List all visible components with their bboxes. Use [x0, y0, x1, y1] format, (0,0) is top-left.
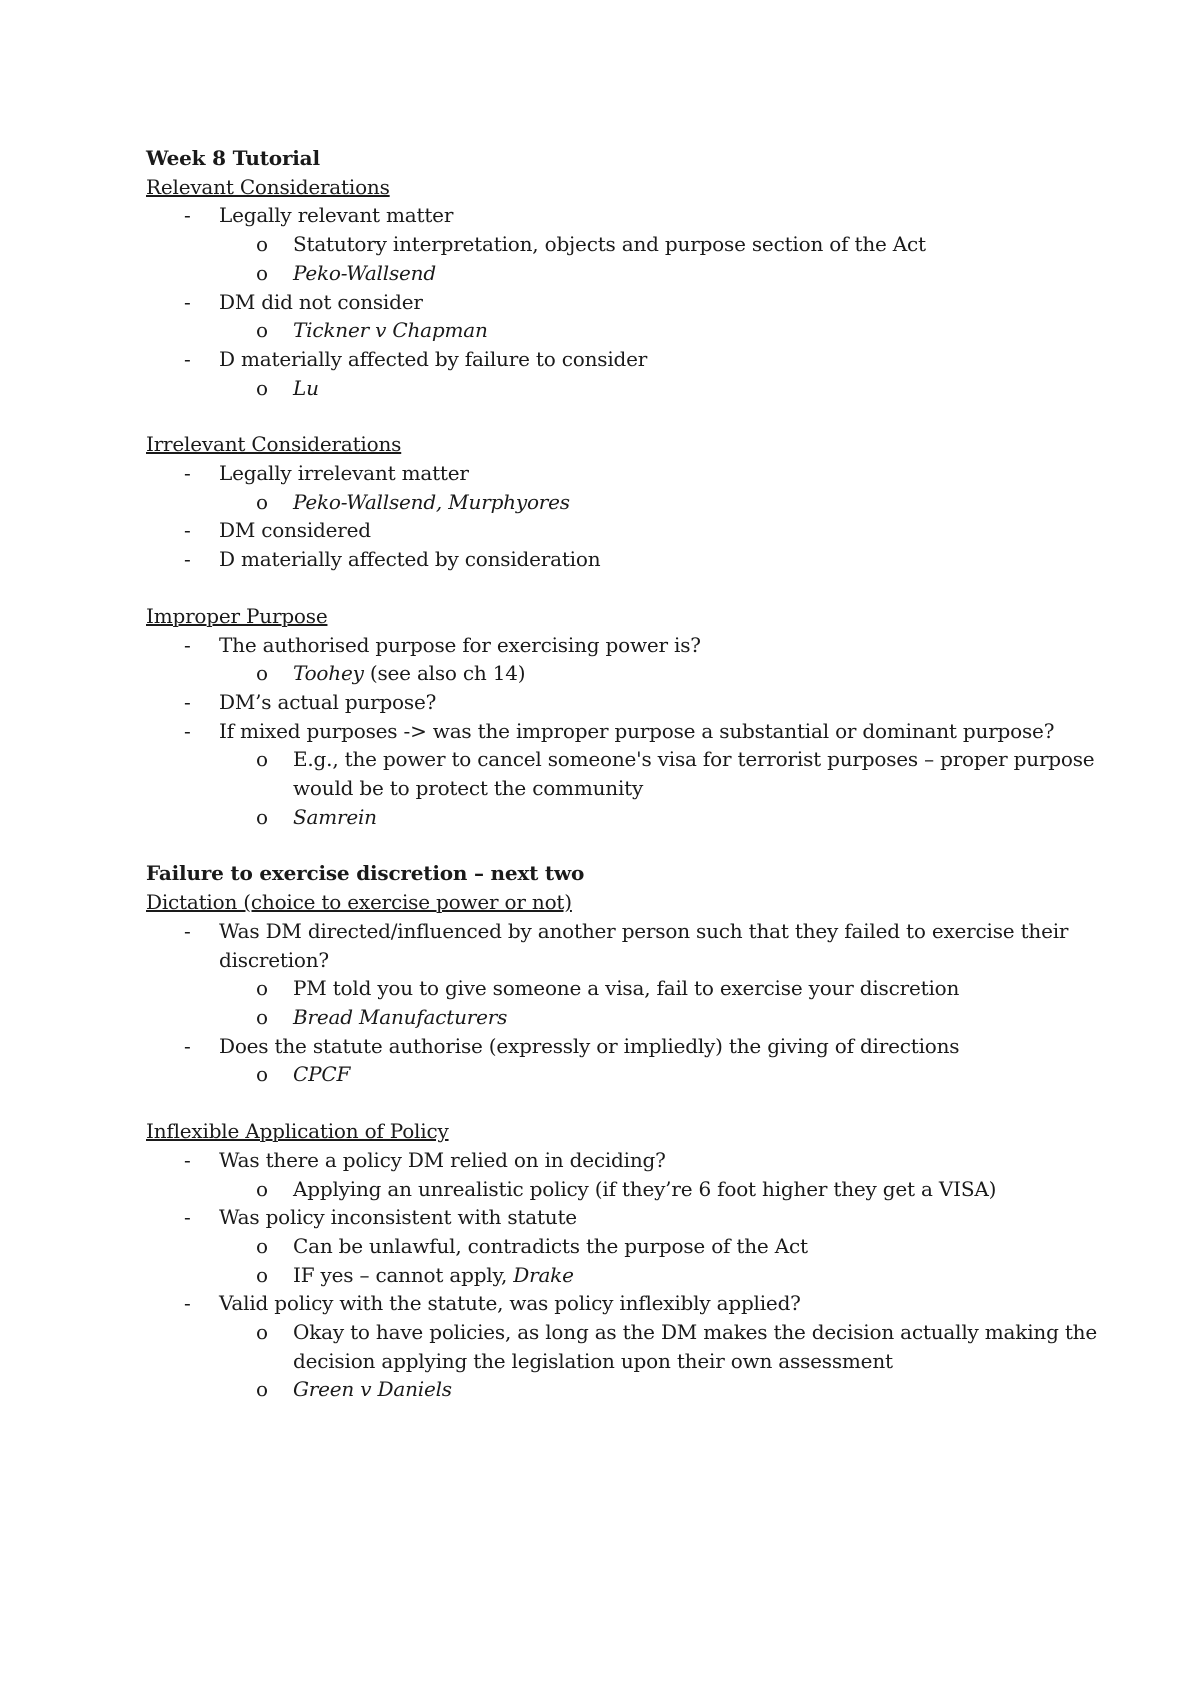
sub-list-item [146, 259, 1106, 288]
list-item: - DM considered [146, 516, 1106, 545]
dash-bullet: - [184, 718, 191, 743]
document-page [146, 144, 1106, 1404]
case-name: Toohey [293, 661, 364, 686]
spacer [146, 574, 1106, 602]
case-name: Drake [513, 1262, 574, 1287]
list-item: - Was policy inconsistent with statute [146, 1203, 1106, 1232]
case-name: CPCF [293, 1062, 351, 1087]
sub-list-item: o E.g., the power to cancel someone's visa for terrorist purposes – proper purpose would be to protect the community [256, 747, 1095, 801]
improper-purpose-heading: Improper Purpose [146, 603, 328, 628]
list-item: - The authorised purpose for exercising power is? [146, 631, 1106, 660]
dash-bullet: - [184, 1033, 191, 1058]
list-item: - If mixed purposes -> was the improper purpose a substantial or dominant purpose? [146, 717, 1106, 746]
circle-bullet: o [256, 260, 268, 285]
dash-bullet: - [184, 1291, 191, 1316]
list-item: - D materially affected by failure to consider [146, 345, 1106, 374]
dash-bullet: - [184, 689, 191, 714]
dash-bullet: - [184, 461, 191, 486]
sub-list-item: o Toohey (see also ch 14) [146, 659, 1106, 688]
inflexible-application-heading: Inflexible Application of Policy [146, 1119, 449, 1144]
spacer [146, 831, 1106, 859]
dash-bullet: - [184, 1205, 191, 1230]
list-item: - Was there a policy DM relied on in deciding? [146, 1146, 1106, 1175]
circle-bullet: o [256, 1320, 268, 1345]
sub-list-item [146, 316, 1106, 345]
case-name: Peko-Wallsend, Murphyores [293, 489, 570, 514]
circle-bullet: o [256, 232, 268, 257]
circle-bullet: o [256, 1062, 268, 1087]
dash-bullet: - [184, 632, 191, 657]
spacer [146, 402, 1106, 430]
case-name: Lu [293, 375, 319, 400]
sub-list-item [146, 1003, 1106, 1032]
circle-bullet: o [256, 661, 268, 686]
sub-list-item [146, 1060, 1106, 1089]
sub-list-item: o Can be unlawful, contradicts the purpose of the Act [146, 1232, 1106, 1261]
circle-bullet: o [256, 747, 268, 772]
sub-list-item [146, 803, 1106, 832]
list-item: - Valid policy with the statute, was policy inflexibly applied? [146, 1289, 1106, 1318]
list-item: - D materially affected by consideration [146, 545, 1106, 574]
dash-bullet: - [184, 547, 191, 572]
irrelevant-considerations-heading: Irrelevant Considerations [146, 432, 402, 457]
circle-bullet: o [256, 1176, 268, 1201]
case-name: Peko-Wallsend [293, 260, 436, 285]
list-item: - Does the statute authorise (expressly or impliedly) the giving of directions [146, 1032, 1106, 1061]
circle-bullet: o [256, 318, 268, 343]
dash-bullet: - [184, 346, 191, 371]
relevant-considerations-heading: Relevant Considerations [146, 174, 390, 199]
circle-bullet: o [256, 1004, 268, 1029]
circle-bullet: o [256, 375, 268, 400]
document-title: Week 8 Tutorial [146, 146, 320, 170]
list-item: - Legally relevant matter [146, 201, 1106, 230]
sub-list-item: o Statutory interpretation, objects and purpose section of the Act [146, 230, 1106, 259]
sub-list-item: o PM told you to give someone a visa, fail to exercise your discretion [146, 974, 1106, 1003]
sub-list-item [146, 374, 1106, 403]
case-name: Tickner v Chapman [293, 318, 488, 343]
circle-bullet: o [256, 489, 268, 514]
circle-bullet: o [256, 1377, 268, 1402]
sub-list-item: o Okay to have policies, as long as the DM makes the decision actually making the decision applying the legislation upon their own assessment [256, 1320, 1097, 1373]
list-item: - DM’s actual purpose? [146, 688, 1106, 717]
case-name: Bread Manufacturers [293, 1004, 508, 1029]
list-item: - Was DM directed/influenced by another person such that they failed to exercise their discretion? [184, 918, 1069, 972]
circle-bullet: o [256, 804, 268, 829]
dash-bullet: - [184, 289, 191, 314]
dictation-heading: Dictation (choice to exercise power or not) [146, 890, 572, 915]
list-item: - DM did not consider [146, 288, 1106, 317]
sub-list-item [146, 1375, 1106, 1404]
sub-list-item [146, 488, 1106, 517]
spacer [146, 1089, 1106, 1117]
circle-bullet: o [256, 976, 268, 1001]
list-item: - Legally irrelevant matter [146, 459, 1106, 488]
sub-list-item: o Applying an unrealistic policy (if they’re 6 foot higher they get a VISA) [146, 1175, 1106, 1204]
failure-to-exercise-discretion-heading: Failure to exercise discretion – next two [146, 861, 585, 886]
dash-bullet: - [184, 1147, 191, 1172]
sub-list-item: o IF yes – cannot apply, Drake [146, 1261, 1106, 1290]
dash-bullet: - [184, 203, 191, 228]
circle-bullet: o [256, 1262, 268, 1287]
dash-bullet: - [184, 918, 191, 943]
circle-bullet: o [256, 1233, 268, 1258]
case-name: Green v Daniels [293, 1377, 452, 1402]
dash-bullet: - [184, 518, 191, 543]
case-name: Samrein [293, 804, 377, 829]
